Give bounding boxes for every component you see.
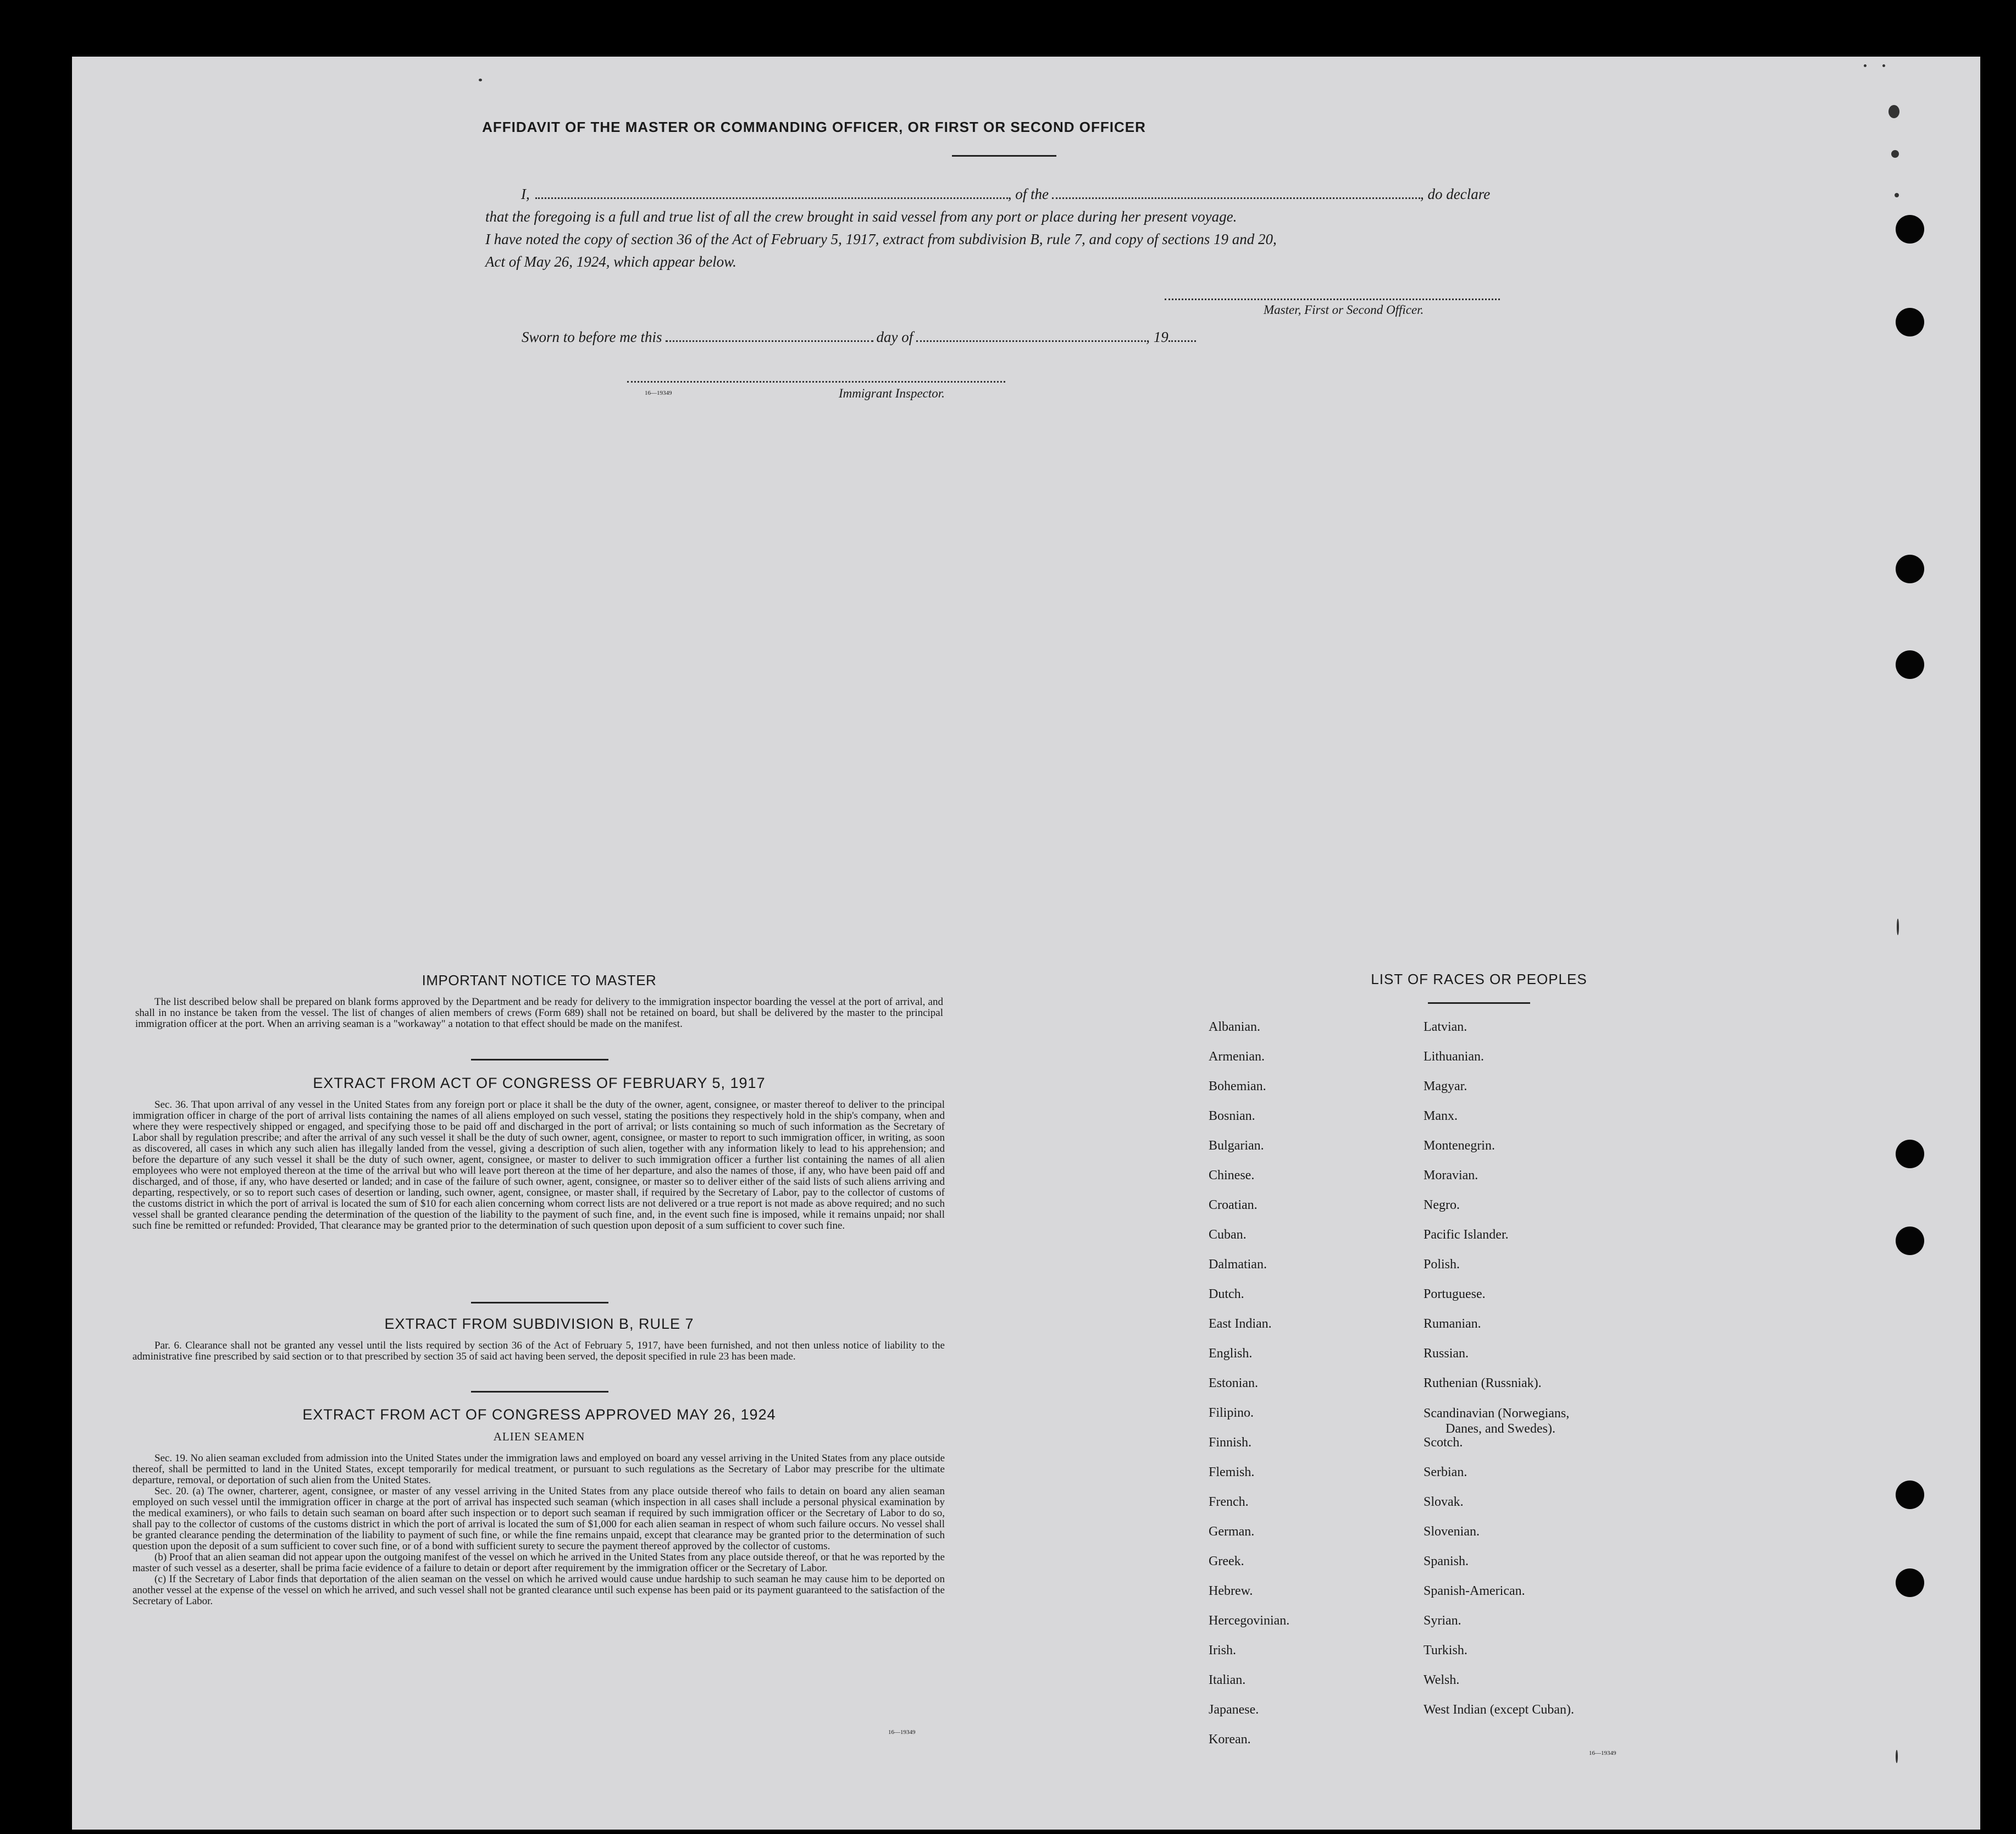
race-item: Chinese. bbox=[1209, 1168, 1255, 1183]
race-item: Lithuanian. bbox=[1424, 1049, 1484, 1064]
race-item: Magyar. bbox=[1424, 1079, 1467, 1093]
race-item: Polish. bbox=[1424, 1257, 1460, 1272]
notice-body-text: The list described below shall be prepared on blank forms approved by the Department and be ready for delivery to the immigration inspector boarding the vessel at the port of arrival, and shall in no instance be taken from the vessel. The list of changes of alien members of crews (Form 689) shall not be retained on board, but shall be delivered by the master to the principal immigration officer at the port. When an arriving seaman is a "workaway" a notation to that effect should be made on the manifest. bbox=[135, 996, 943, 1030]
affidavit-i: I, bbox=[521, 186, 530, 202]
punch-hole bbox=[1896, 650, 1924, 679]
race-item: Rumanian. bbox=[1424, 1317, 1481, 1331]
race-item: Syrian. bbox=[1424, 1614, 1461, 1628]
form-number-bottom-left: 16—19349 bbox=[888, 1729, 916, 1736]
sworn-year: , 19 bbox=[1146, 329, 1168, 345]
race-item: Negro. bbox=[1424, 1198, 1460, 1212]
sworn-day-of: day of bbox=[876, 329, 913, 345]
sworn-year-blank bbox=[1168, 340, 1196, 342]
race-item: Montenegrin. bbox=[1424, 1139, 1495, 1153]
race-item: Filipino. bbox=[1209, 1406, 1254, 1420]
race-item: Italian. bbox=[1209, 1673, 1246, 1687]
divider bbox=[471, 1059, 608, 1060]
master-signature-line bbox=[1165, 299, 1500, 300]
race-item: Bulgarian. bbox=[1209, 1139, 1264, 1153]
punch-hole bbox=[1896, 1227, 1924, 1255]
notice-body bbox=[135, 997, 943, 1030]
race-item: Armenian. bbox=[1209, 1049, 1265, 1064]
affidavit-line-4: Act of May 26, 1924, which appear below. bbox=[485, 253, 736, 270]
race-item: Bohemian. bbox=[1209, 1079, 1266, 1093]
race-item: Croatian. bbox=[1209, 1198, 1258, 1212]
race-item: Albanian. bbox=[1209, 1020, 1260, 1034]
race-item: Scotch. bbox=[1424, 1435, 1463, 1450]
race-item: Ruthenian (Russniak). bbox=[1424, 1376, 1542, 1390]
notice-title: IMPORTANT NOTICE TO MASTER bbox=[422, 972, 657, 988]
punch-hole bbox=[1896, 1481, 1924, 1509]
punch-hole bbox=[1896, 215, 1924, 244]
races-right-column bbox=[1424, 1020, 1709, 1732]
race-item: Turkish. bbox=[1424, 1643, 1467, 1658]
race-item: Slovak. bbox=[1424, 1495, 1464, 1509]
extract-1924-subtitle: ALIEN SEAMEN bbox=[493, 1430, 585, 1443]
sworn-prefix: Sworn to before me this bbox=[522, 329, 662, 345]
race-item: Japanese. bbox=[1209, 1703, 1259, 1717]
race-item: Spanish. bbox=[1424, 1554, 1469, 1568]
subdivision-b-title: EXTRACT FROM SUBDIVISION B, RULE 7 bbox=[384, 1316, 694, 1332]
affidavit-of-the: , of the bbox=[1007, 186, 1049, 202]
extract-1924-title: EXTRACT FROM ACT OF CONGRESS APPROVED MAY 26, 1924 bbox=[302, 1406, 776, 1423]
race-item: Cuban. bbox=[1209, 1228, 1247, 1242]
inspector-signature-line bbox=[627, 381, 1005, 383]
affidavit-line-2: that the foregoing is a full and true list of all the crew brought in said vessel from any port or place during her present voyage. bbox=[485, 208, 1237, 225]
race-item: Bosnian. bbox=[1209, 1109, 1255, 1123]
race-item: Serbian. bbox=[1424, 1465, 1467, 1479]
race-item: Greek. bbox=[1209, 1554, 1244, 1568]
race-item: Estonian. bbox=[1209, 1376, 1258, 1390]
race-item: East Indian. bbox=[1209, 1317, 1272, 1331]
race-item: Slovenian. bbox=[1424, 1524, 1480, 1539]
race-item: Hebrew. bbox=[1209, 1584, 1253, 1598]
race-item: Korean. bbox=[1209, 1732, 1251, 1747]
race-item: Russian. bbox=[1424, 1346, 1469, 1361]
subdivision-b-text: Par. 6. Clearance shall not be granted any vessel until the lists required by section 36 of the Act of February 5, 1917, have been furnished, and not then unless notice of liability to the administrative fine prescribed by said section or to that prescribed by section 35 of said act having been served, the deposit specified in rule 23 has been made. bbox=[132, 1340, 945, 1362]
affidavit-declare: , do declare bbox=[1420, 186, 1491, 202]
extract-1917-title: EXTRACT FROM ACT OF CONGRESS OF FEBRUARY 5, 1917 bbox=[313, 1075, 766, 1091]
punch-hole bbox=[1896, 555, 1924, 583]
extract-1924-sec20a: Sec. 20. (a) The owner, charterer, agent, consignee, or master of any vessel arriving in the United States from any place outside thereof who fails to detain on board any alien seaman employed on such vessel until the immigration officer in charge at the port of arrival has inspected such seaman (which inspection in all cases shall include a personal physical examination by the medical examiners), or who fails to detain such seaman on board after such inspection or to deport such seaman if required by such immigration officer or the Secretary of Labor to do so, shall pay to the collector of customs of the customs district in which the port of arrival is located the sum of $1,000 for each alien seaman in respect of whom such failure occurs. No vessel shall be granted clearance pending the determination of the liability to payment of such fine, or while the fine remains unpaid, except that clearance may be granted prior to the determination of such question upon the deposit of a sum sufficient to cover such fine, or of a bond with sufficient surety to secure the payment thereof approved by the collector of customs. bbox=[132, 1485, 945, 1552]
race-item: West Indian (except Cuban). bbox=[1424, 1703, 1574, 1717]
race-item: Hercegovinian. bbox=[1209, 1614, 1290, 1628]
affidavit-text bbox=[485, 183, 1517, 273]
race-item: Moravian. bbox=[1424, 1168, 1478, 1183]
race-item: Spanish-American. bbox=[1424, 1584, 1525, 1598]
punch-hole bbox=[1896, 308, 1924, 336]
vessel-blank bbox=[1052, 197, 1420, 199]
punch-hole bbox=[1896, 1140, 1924, 1168]
form-number-top: 16—19349 bbox=[645, 390, 672, 396]
race-item: Welsh. bbox=[1424, 1673, 1460, 1687]
divider bbox=[471, 1391, 608, 1393]
punch-hole bbox=[1896, 1568, 1924, 1597]
master-signature-label: Master, First or Second Officer. bbox=[1264, 303, 1424, 317]
document-sheet bbox=[72, 57, 1980, 1830]
race-item: English. bbox=[1209, 1346, 1253, 1361]
extract-1917-text: Sec. 36. That upon arrival of any vessel in the United States from any foreign port or place it shall be the duty of the owner, agent, consignee, or master thereof to deliver to the principal immigration officer in charge of the port of arrival lists containing the names of all aliens employed on such vessel, stating the positions they respectively hold in the ship's company, when and where they were respectively shipped or engaged, and specifying those to be paid off and discharged in the port of arrival; or lists containing so much of such information as the Secretary of Labor shall by regulation prescribe; and after the arrival of any such vessel it shall be the duty of such owner, agent, consignee, or master to report to such immigration officer, in writing, as soon as discovered, all cases in which any such alien has illegally landed from the vessel, giving a description of such alien, together with any information likely to lead to his apprehension; and before the departure of any such vessel it shall be the duty of such owner, agent, consignee, or master to deliver to such immigration officer a further list containing the names of all alien employees who were not employed thereon at the time of the arrival but who will leave port thereon at the time of her departure, and also the names of those, if any, who have been paid off and discharged, and of those, if any, who have deserted or landed; and in case of the failure of such owner, agent, consignee, or master so to deliver either of the said lists of such aliens arriving and departing, respectively, or so to report such cases of desertion or landing, such owner, agent, consignee, or master shall, if required by the Secretary of Labor, pay to the collector of customs of the customs district in which the port of arrival is located the sum of $10 for each alien concerning whom correct lists are not delivered or a true report is not made as above required; and no such vessel shall be granted clearance pending the determination of the question of the liability to the payment of such fine, and, in the event such fine is imposed, while it remains unpaid; nor shall such fine be remitted or refunded: Provided, That clearance may be granted prior to the determination of such question upon deposit of a sum sufficient to cover such fine. bbox=[132, 1099, 945, 1231]
race-item: Dutch. bbox=[1209, 1287, 1244, 1301]
sworn-line bbox=[522, 329, 1196, 346]
extract-1924-sec19: Sec. 19. No alien seaman excluded from admission into the United States under the immigration laws and employed on board any vessel arriving in the United States from any place outside thereof, shall be permitted to land in the United States, except temporarily for medical treatment, or pursuant to such regulations as the Secretary of Labor may prescribe for the ultimate departure, removal, or deportation of such alien from the United States. bbox=[132, 1452, 945, 1486]
race-item: French. bbox=[1209, 1495, 1249, 1509]
race-item: Manx. bbox=[1424, 1109, 1458, 1123]
sworn-month-blank bbox=[916, 340, 1146, 342]
name-blank bbox=[535, 197, 1008, 199]
races-left-column bbox=[1209, 1020, 1417, 1762]
affidavit-line-3: I have noted the copy of section 36 of the Act of February 5, 1917, extract from subdivision B, rule 7, and copy of sections 19 and 20, bbox=[485, 231, 1277, 247]
race-item: Finnish. bbox=[1209, 1435, 1252, 1450]
race-item: Latvian. bbox=[1424, 1020, 1467, 1034]
affidavit-title: AFFIDAVIT OF THE MASTER OR COMMANDING OFFICER, OR FIRST OR SECOND OFFICER bbox=[482, 119, 1146, 135]
divider bbox=[471, 1302, 608, 1303]
race-item: German. bbox=[1209, 1524, 1255, 1539]
extract-1924-body bbox=[132, 1453, 945, 1607]
race-item: Dalmatian. bbox=[1209, 1257, 1267, 1272]
inspector-label: Immigrant Inspector. bbox=[839, 386, 945, 400]
race-item: Flemish. bbox=[1209, 1465, 1255, 1479]
extract-1924-sec20c: (c) If the Secretary of Labor finds that deportation of the alien seaman on the vessel on which he arrived would cause undue hardship to such seaman he may cause him to be deported on another vessel at the expense of the vessel on which he arrived, and such vessel shall not be granted clearance until such expense has been paid or its payment guaranteed to the satisfaction of the Secretary of Labor. bbox=[132, 1573, 945, 1607]
divider bbox=[952, 155, 1056, 157]
race-item: Scandinavian (Norwegians, Danes, and Swedes). bbox=[1424, 1406, 1709, 1435]
form-number-bottom-right: 16—19349 bbox=[1589, 1750, 1616, 1756]
sworn-day-blank bbox=[666, 340, 873, 342]
extract-1924-sec20b: (b) Proof that an alien seaman did not appear upon the outgoing manifest of the vessel on which he arrived in the United States from any place outside thereof, or that he was reported by the master of such vessel as a deserter, shall be prima facie evidence of a failure to detain or deport after requirement by the immigration officer or the Secretary of Labor. bbox=[132, 1551, 945, 1574]
races-title: LIST OF RACES OR PEOPLES bbox=[1371, 971, 1587, 987]
race-item-continuation: Danes, and Swedes). bbox=[1445, 1422, 1555, 1436]
race-item: Portuguese. bbox=[1424, 1287, 1486, 1301]
subdivision-b-body bbox=[132, 1340, 945, 1362]
extract-1917-body bbox=[132, 1100, 945, 1231]
race-item: Pacific Islander. bbox=[1424, 1228, 1509, 1242]
divider bbox=[1428, 1002, 1530, 1004]
race-item: Irish. bbox=[1209, 1643, 1236, 1658]
